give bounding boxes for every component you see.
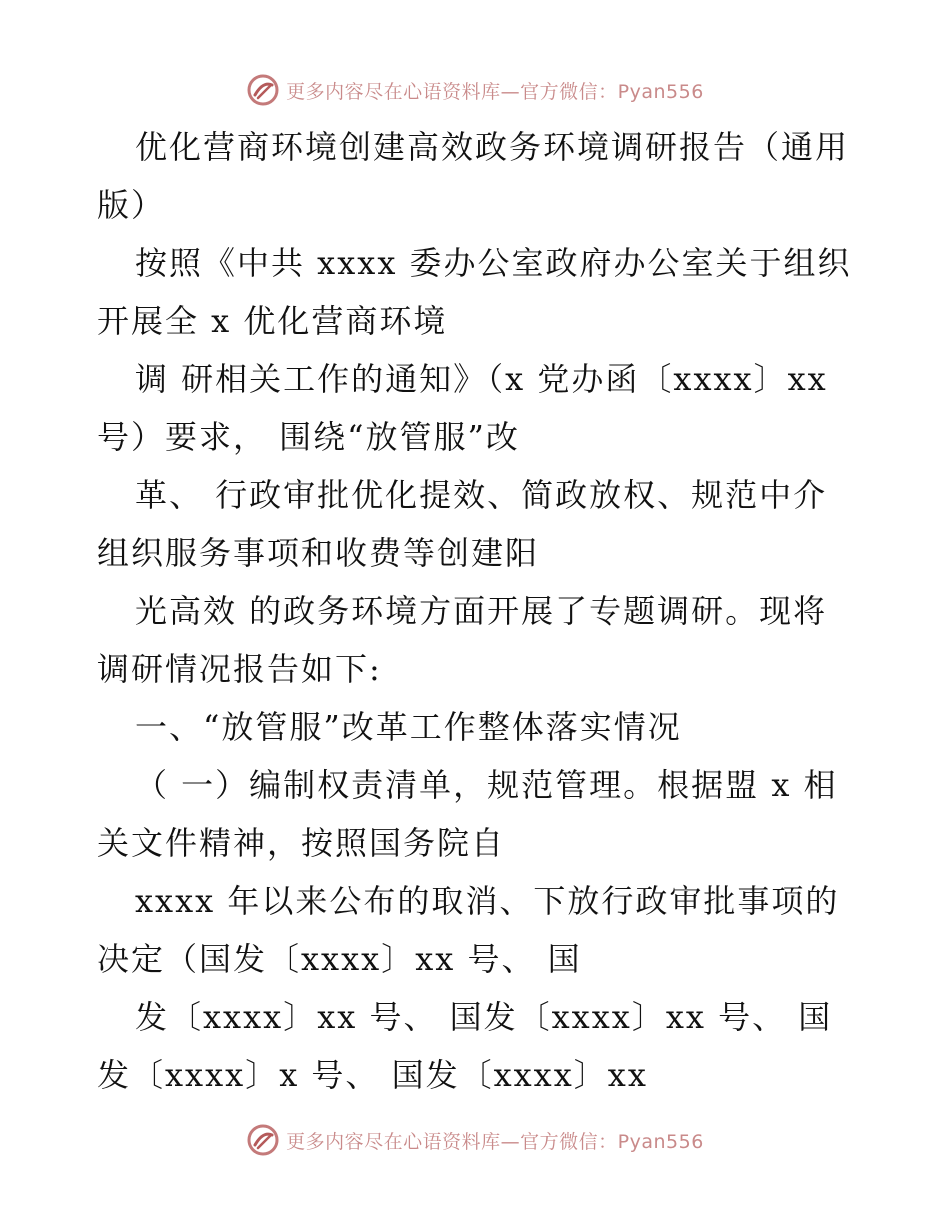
watermark-text: 更多内容尽在心语资料库—官方微信：Pyan556 xyxy=(286,1130,704,1153)
paragraph: 调 研相关工作的通知》（x 党办函〔xxxx〕xx 号）要求， 围绕“放管服”改 xyxy=(97,360,828,456)
paragraph: （ 一）编制权责清单，规范管理。根据盟 x 相关文件精神，按照国务院自 xyxy=(97,766,838,862)
section-heading: 一、“放管服”改革工作整体落实情况 xyxy=(135,708,682,746)
document-body xyxy=(97,118,857,1104)
paragraph: xxxx 年以来公布的取消、下放行政审批事项的决定（国发〔xxxx〕xx 号、 国 xyxy=(97,882,840,978)
paragraph: 革、 行政审批优化提效、简政放权、规范中介组织服务事项和收费等创建阳 xyxy=(97,476,828,572)
watermark-text: 更多内容尽在心语资料库—官方微信：Pyan556 xyxy=(286,80,704,103)
footer-watermark xyxy=(0,1120,950,1160)
watermark-logo-icon xyxy=(246,1123,280,1157)
paragraph: 发〔xxxx〕xx 号、 国发〔xxxx〕xx 号、 国发〔xxxx〕x 号、 国发〔xxxx〕xx xyxy=(97,998,833,1094)
document-title: 优化营商环境创建高效政务环境调研报告（通用版） xyxy=(97,128,850,224)
paragraph: 光高效 的政务环境方面开展了专题调研。现将调研情况报告如下: xyxy=(97,592,828,688)
paragraph: 按照《中共 xxxx 委办公室政府办公室关于组织开展全 x 优化营商环境 xyxy=(97,244,852,340)
header-watermark xyxy=(0,70,950,110)
watermark-logo-icon xyxy=(246,73,280,107)
